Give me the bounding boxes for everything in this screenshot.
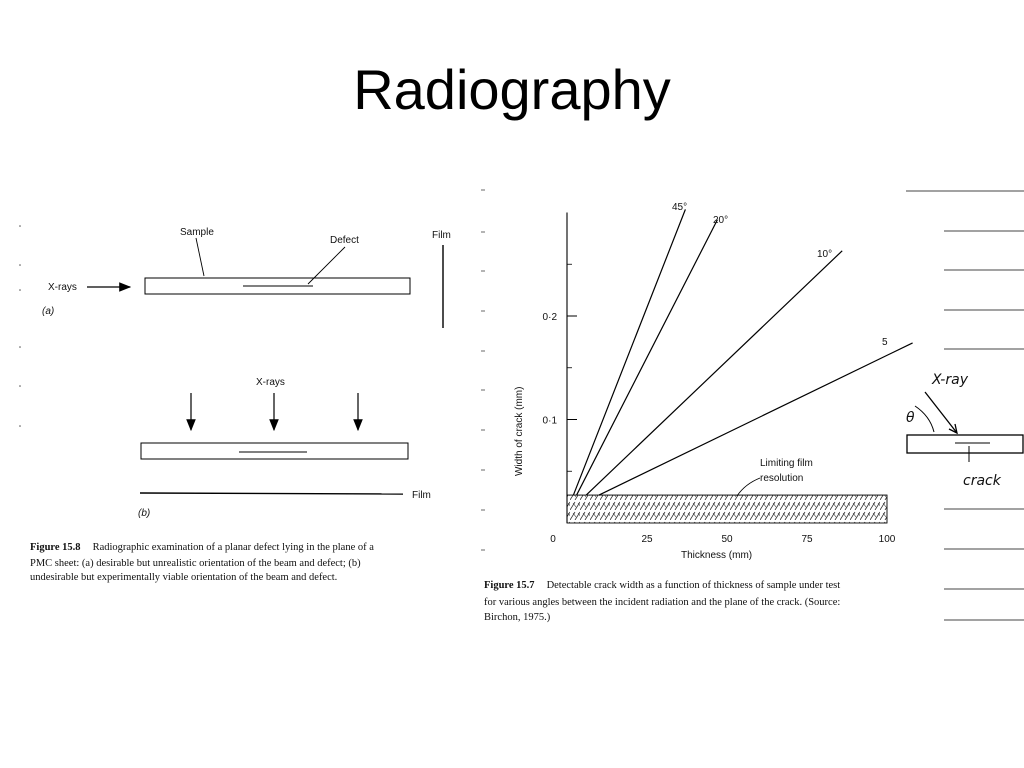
caption-15-7-line1: Figure 15.7 Detectable crack width as a function of thickness of sample under test [484,580,841,591]
x-tick-label-75: 75 [801,534,813,545]
limiting-film-label-line2: resolution [760,473,804,484]
series-line-45-deg [573,209,685,495]
y-axis-label: Width of crack (mm) [514,386,525,476]
limiting-resolution-band [567,495,887,523]
caption-15-7-line3: Birchon, 1975.) [484,612,551,623]
y-tick-0-1 [543,416,577,427]
series-label-10-deg: 10° [817,249,833,260]
y-axis-minor-ticks [567,264,572,471]
sketch-xray-label: X-ray [932,372,968,388]
x-tick-label-0: 0 [550,534,556,545]
sketch-xray-arrow [925,392,957,433]
film-b [140,493,403,494]
x-tick-label-50: 50 [721,534,733,545]
limiting-film-label-line1: Limiting film [760,458,813,469]
film-label-a: Film [432,230,451,241]
film-label-b: Film [412,490,431,501]
caption-15-8-line2: PMC sheet: (a) desirable but unrealistic orientation of the beam and defect; (b) [30,558,361,569]
x-tick-label-100: 100 [878,534,896,545]
y-tick-label-0-1: 0·1 [542,415,557,427]
series-line-20-deg [577,220,718,495]
series-line-5-deg [599,343,913,495]
page-edge-dots [19,225,21,427]
defect-label: Defect [330,235,359,246]
limiting-film-pointer [737,478,760,496]
caption-15-8-line1: Figure 15.8 Radiographic examination of a planar defect lying in the plane of a [30,542,374,553]
x-tick-label-25: 25 [641,534,653,545]
sketch-angle-arc [915,406,934,432]
figure-15-8 [19,225,451,583]
y-tick-label-0-2: 0·2 [542,312,557,323]
series-label-20-deg: 20° [713,215,729,226]
caption-15-8-line3: undesirable but experimentally viable orientation of the beam and defect. [30,572,338,583]
hand-sketch [906,191,1024,620]
part-a-label: (a) [42,306,55,317]
sketch-crack-label: crack [963,473,1001,489]
y-tick-0-2 [543,312,577,323]
sketch-sample [907,435,1023,453]
xrays-label-a: X-rays [48,282,77,293]
slide-title: Radiography [353,58,671,121]
part-b-label: (b) [138,508,151,519]
caption-15-7-line2: for various angles between the incident radiation and the plane of the crack. (Source: [484,597,841,608]
series-label-45-deg: 45° [672,202,688,213]
ruled-lines [906,191,1024,620]
page-edge-ticks [481,190,485,550]
sample-b [141,443,408,459]
sketch-theta: θ [906,410,915,426]
x-axis-label: Thickness (mm) [681,550,753,561]
xrays-label-b: X-rays [256,377,285,388]
figure-15-7 [481,190,913,623]
series-label-5: 5 [882,337,888,348]
sample-pointer [196,238,204,276]
sample-label: Sample [180,227,214,238]
